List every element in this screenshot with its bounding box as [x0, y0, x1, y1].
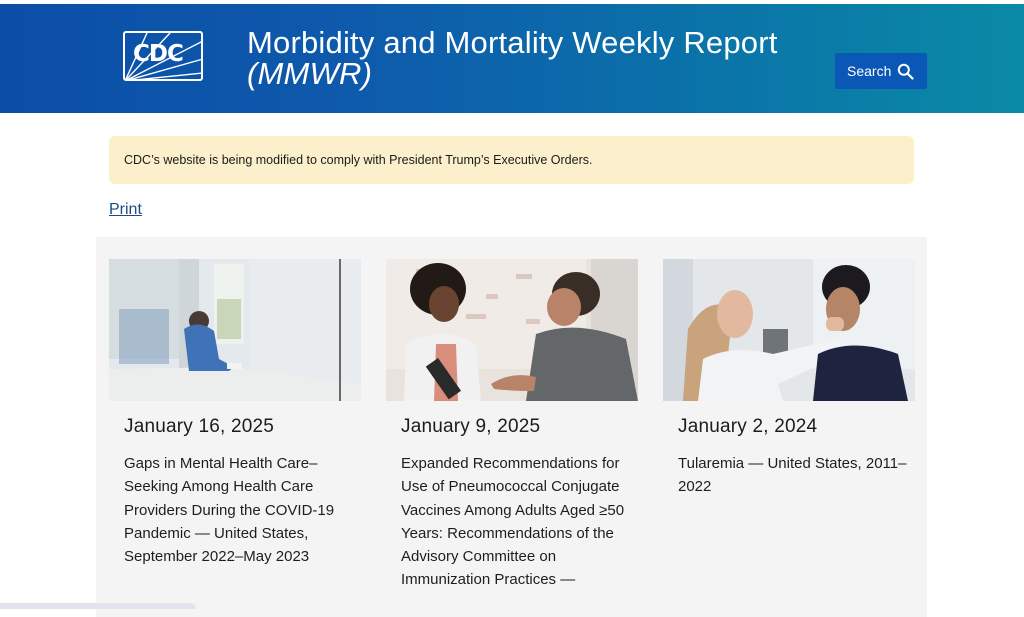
site-header [0, 4, 1024, 113]
report-title[interactable]: Expanded Recommendations for Use of Pneumococcal Conjugate Vaccines Among Adults Aged ≥50 Years: Recommendations of the Advisory Committee on Immunization Practices — [401, 455, 625, 589]
report-card[interactable] [663, 259, 915, 499]
cdc-logo[interactable] [123, 31, 203, 81]
hospital-hallway-image [109, 259, 361, 401]
print-link[interactable]: Print [109, 201, 142, 218]
report-title[interactable]: Tularemia — United States, 2011–2022 [678, 455, 907, 496]
site-notice-text: CDC’s website is being modified to comply with President Trump’s Executive Orders. [124, 153, 593, 167]
report-date[interactable]: January 2, 2024 [678, 416, 818, 437]
report-date[interactable]: January 9, 2025 [401, 416, 541, 437]
report-card[interactable] [109, 259, 361, 568]
report-date[interactable]: January 16, 2025 [124, 416, 275, 437]
recent-reports-panel [96, 237, 927, 617]
search-button-label: Search [847, 63, 892, 79]
site-title-line2: (MMWR) [247, 56, 373, 91]
site-notice-banner [109, 136, 914, 184]
horizontal-scrollbar[interactable] [0, 603, 196, 609]
report-image[interactable] [663, 259, 915, 401]
logo-text: CDC [133, 41, 183, 67]
site-title-line1: Morbidity and Mortality Weekly Report [247, 25, 778, 60]
search-icon [897, 63, 914, 80]
report-card[interactable] [386, 259, 638, 592]
doctor-exam-image [663, 259, 915, 401]
report-image[interactable] [109, 259, 361, 401]
site-title[interactable] [247, 27, 827, 89]
report-title[interactable]: Gaps in Mental Health Care–Seeking Among Health Care Providers During the COVID-19 Pandemic — United States, September 2022–May 2023 [124, 455, 335, 566]
search-button[interactable] [835, 53, 927, 89]
report-image[interactable] [386, 259, 638, 401]
doctor-patient-image [386, 259, 638, 401]
